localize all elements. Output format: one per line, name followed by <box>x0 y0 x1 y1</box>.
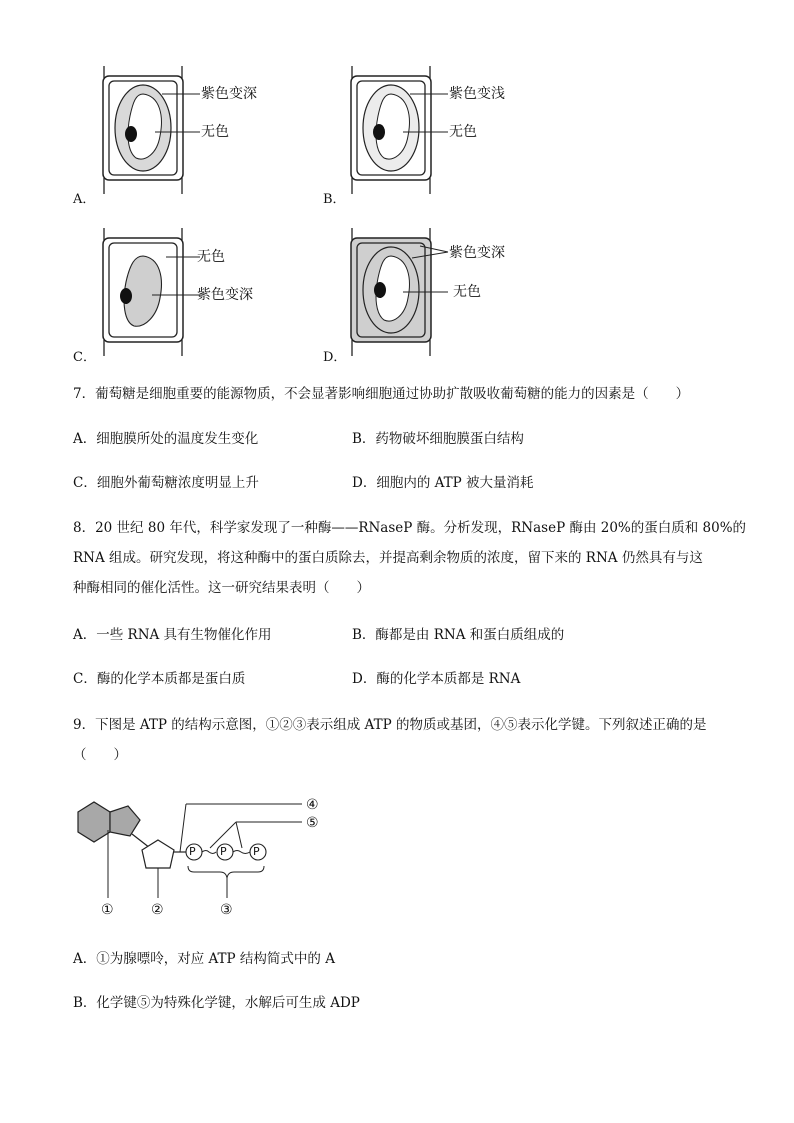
letter-d: D． <box>323 350 347 365</box>
q9-stem-line2: （ ） <box>73 747 127 763</box>
q8-stem-line1: 8．20 世纪 80 年代，科学家发现了一种酶——RNaseP 酶。分析发现，RNaseP 酶由 20%的蛋白质和 80%的 <box>73 520 747 536</box>
label-2: ② <box>151 902 164 918</box>
q8-option-b[interactable]: B．酶都是由 RNA 和蛋白质组成的 <box>352 627 565 643</box>
label-bottom-d: 无色 <box>453 284 481 300</box>
label-top-d: 紫色变深 <box>449 245 505 261</box>
adenine-pentagon <box>110 806 140 836</box>
adenine-hexagon <box>78 802 110 842</box>
label-1: ① <box>101 902 114 918</box>
letter-b: B． <box>323 192 346 207</box>
label-bottom-b: 无色 <box>449 124 477 140</box>
label-bottom-c: 紫色变深 <box>197 287 253 303</box>
q8-option-a[interactable]: A．一些 RNA 具有生物催化作用 <box>73 627 272 643</box>
phosphate-label-3: P <box>253 845 260 858</box>
atp-diagram <box>70 790 340 920</box>
q7-option-a[interactable]: A．细胞膜所处的温度发生变化 <box>73 431 259 447</box>
label-top-c: 无色 <box>197 249 225 265</box>
q9-option-b[interactable]: B．化学键⑤为特殊化学键，水解后可生成 ADP <box>73 995 360 1011</box>
letter-c: C． <box>73 350 96 365</box>
phosphate-label-1: P <box>189 845 196 858</box>
label-top-a: 紫色变深 <box>201 86 257 102</box>
label-top-b: 紫色变浅 <box>449 86 505 102</box>
label-4: ④ <box>306 797 319 813</box>
label-5: ⑤ <box>306 815 319 831</box>
q9-option-a[interactable]: A．①为腺嘌呤，对应 ATP 结构简式中的 A <box>73 951 335 967</box>
q8-stem-line2: RNA 组成。研究发现，将这种酶中的蛋白质除去，并提高剩余物质的浓度，留下来的 RNA 仍然具有与这 <box>73 550 703 566</box>
q7-option-b[interactable]: B．药物破坏细胞膜蛋白结构 <box>352 431 524 447</box>
q7-option-c[interactable]: C．细胞外葡萄糖浓度明显上升 <box>73 475 259 491</box>
q8-option-c[interactable]: C．酶的化学本质都是蛋白质 <box>73 671 246 687</box>
phosphate-label-2: P <box>220 845 227 858</box>
q7-option-d[interactable]: D．细胞内的 ATP 被大量消耗 <box>352 475 534 491</box>
ribose-pentagon <box>142 840 174 868</box>
q9-stem-line1: 9．下图是 ATP 的结构示意图，①②③表示组成 ATP 的物质或基团，④⑤表示化学键。下列叙述正确的是 <box>73 717 707 733</box>
q7-stem: 7．葡萄糖是细胞重要的能源物质，不会显著影响细胞通过协助扩散吸收葡萄糖的能力的因素是（ ） <box>73 386 690 402</box>
label-3: ③ <box>220 902 233 918</box>
q8-option-d[interactable]: D．酶的化学本质都是 RNA <box>352 671 521 687</box>
label-bottom-a: 无色 <box>201 124 229 140</box>
letter-a: A． <box>73 192 96 207</box>
q8-stem-line3: 种酶相同的催化活性。这一研究结果表明（ ） <box>73 580 370 596</box>
